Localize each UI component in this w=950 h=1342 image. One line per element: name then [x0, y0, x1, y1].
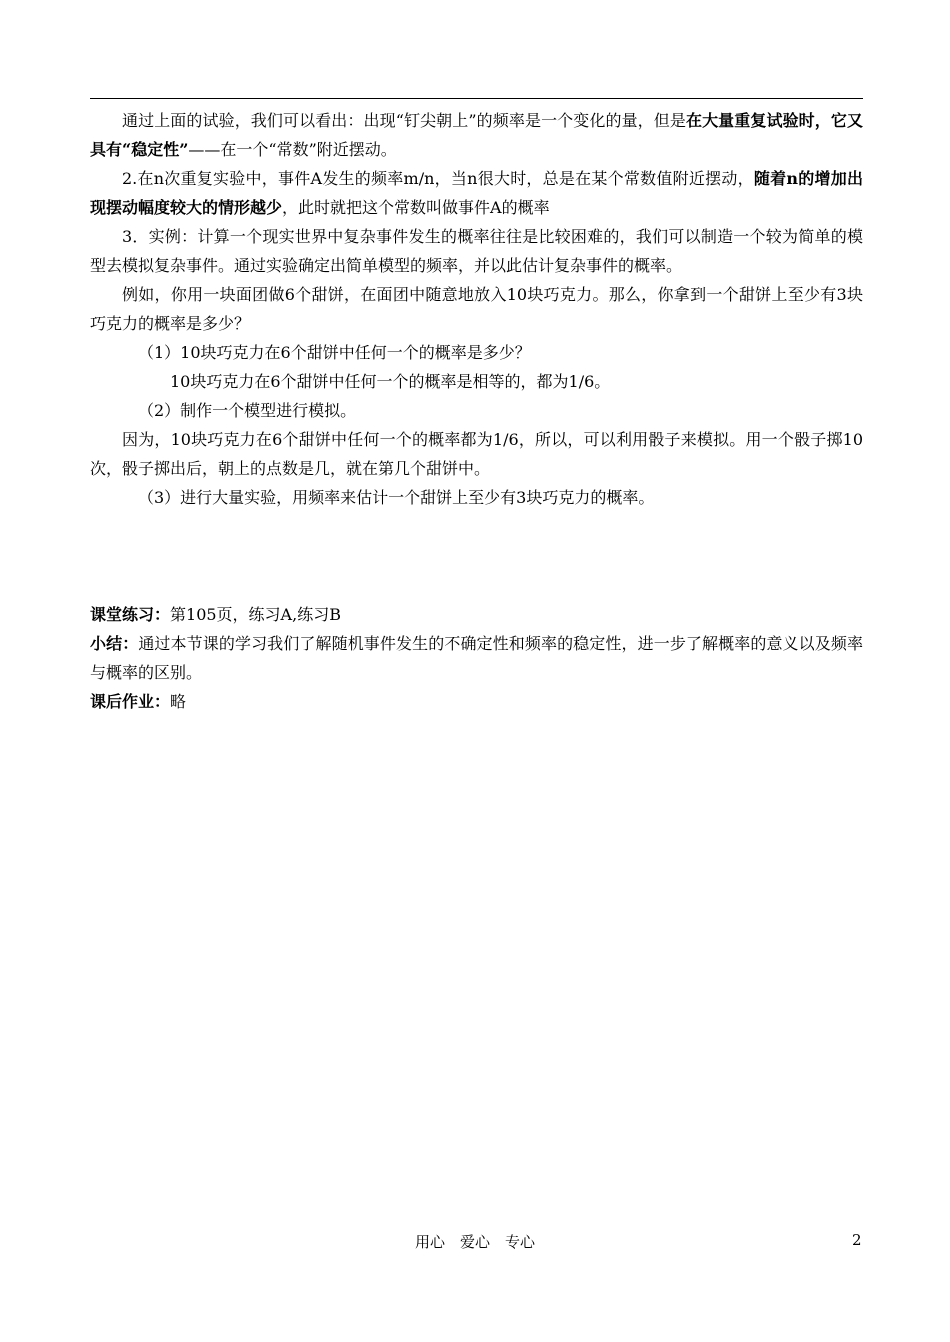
classroom-practice: [90, 600, 863, 629]
bold-stability-phrase: 在大量重复试验时，它又具有“稳定性”: [90, 111, 863, 159]
summary-label: 小结：: [90, 634, 139, 653]
paragraph-cookie-example: 例如，你用一块面团做6个甜饼，在面团中随意地放入10块巧克力。那么，你拿到一个甜饼上至少有3块巧克力的概率是多少？: [90, 285, 863, 333]
paragraph-stability: 通过上面的试验，我们可以看出：出现“钉尖朝上”的频率是一个变化的量，但是在大量重复试验时，它又具有“稳定性”——在一个“常数”附近摆动。: [90, 111, 863, 159]
homework-text: 略: [170, 692, 187, 711]
page-number: 2: [852, 1231, 862, 1249]
paragraph-probability-definition: 2.在n次重复实验中，事件A发生的频率m/n，当n很大时，总是在某个常数值附近摆动，随着n的增加出现摆动幅度较大的情形越少，此时就把这个常数叫做事件A的概率: [90, 169, 863, 217]
step-3: （3）进行大量实验，用频率来估计一个甜饼上至少有3块巧克力的概率。: [138, 488, 655, 507]
step-2: （2）制作一个模型进行模拟。: [138, 401, 357, 420]
homework: [90, 687, 863, 716]
paragraph-dice-simulation: 因为，10块巧克力在6个甜饼中任何一个的概率都为1/6，所以，可以利用骰子来模拟。用一个骰子掷10次，骰子掷出后，朝上的点数是几，就在第几个甜饼中。: [90, 430, 863, 478]
document-body: [90, 106, 863, 716]
practice-text: 第105页，练习A,练习B: [170, 605, 341, 624]
step-1-answer: 10块巧克力在6个甜饼中任何一个的概率是相等的，都为1/6。: [170, 372, 611, 391]
paragraph-example-intro: 3．实例：计算一个现实世界中复杂事件发生的概率往往是比较困难的，我们可以制造一个较为简单的模型去模拟复杂事件。通过实验确定出简单模型的频率，并以此估计复杂事件的概率。: [90, 227, 863, 275]
header-rule: [90, 98, 863, 99]
summary-text: 通过本节课的学习我们了解随机事件发生的不确定性和频率的稳定性，进一步了解概率的意义以及频率与概率的区别。: [90, 634, 863, 682]
footer-motto: 用心 爱心 专心: [414, 1233, 535, 1251]
summary: [90, 629, 863, 687]
bold-definition-phrase: 随着n的增加出现摆动幅度较大的情形越少: [90, 169, 863, 217]
homework-label: 课后作业：: [90, 692, 171, 711]
step-1-question: （1）10块巧克力在6个甜饼中任何一个的概率是多少？: [138, 343, 531, 362]
practice-label: 课堂练习：: [90, 605, 171, 624]
